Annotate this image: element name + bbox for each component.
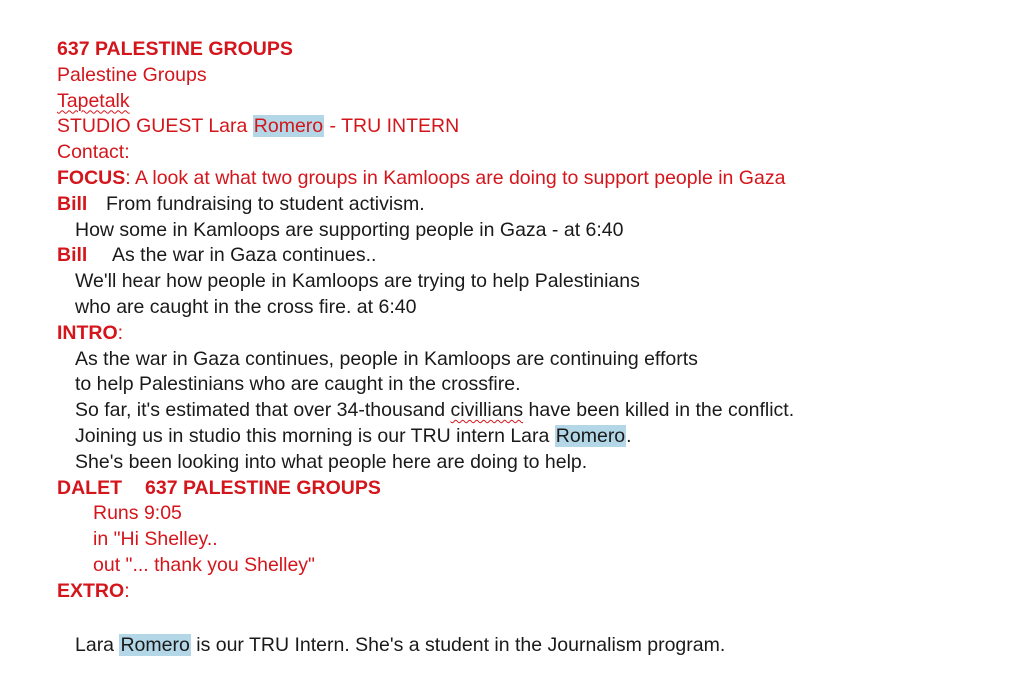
dalet-in-cue: in "Hi Shelley.. (93, 528, 218, 551)
intro-line1: As the war in Gaza continues, people in Kamloops are continuing efforts (75, 347, 698, 370)
blank-line (57, 605, 1007, 633)
intro-colon: : (117, 321, 124, 344)
intro-line3-before: So far, it's estimated that over 34-thousand (75, 399, 451, 422)
dalet-label: DALET (57, 476, 122, 499)
focus-text: : A look at what two groups in Kamloops are doing to support people in Gaza (125, 166, 786, 189)
guest-name-highlight: Romero (253, 115, 324, 138)
intro-line4-after: . (626, 424, 632, 447)
tease1-text1: From fundraising to student activism. (106, 192, 425, 215)
dalet-runs: Runs 9:05 (93, 502, 182, 525)
tease2-text1: As the war in Gaza continues.. (112, 244, 377, 267)
tease2-line1 (57, 243, 1007, 269)
intro-header (57, 321, 1007, 347)
tease1-line1 (57, 192, 1007, 218)
subtitle: Palestine Groups (57, 63, 207, 86)
intro-line4 (57, 424, 1007, 450)
tease2-speaker: Bill (57, 244, 88, 267)
misspelled-word: civillians (450, 399, 524, 422)
contact-line: Contact: (57, 141, 130, 164)
dalet-slug: 637 PALESTINE GROUPS (145, 476, 381, 499)
extro-label: EXTRO (57, 579, 125, 602)
extro-name-highlight: Romero (120, 633, 190, 656)
dalet-header (57, 476, 1007, 502)
focus-line (57, 166, 1007, 192)
extro-line1 (57, 633, 1007, 659)
intro-line5: She's been looking into what people here are doing to help. (75, 450, 588, 473)
tease1-line2: How some in Kamloops are supporting people in Gaza - at 6:40 (75, 218, 624, 241)
intro-label: INTRO (57, 321, 118, 344)
extro-line1-after: is our TRU Intern. She's a student in the Journalism program. (190, 633, 726, 656)
intro-line4-before: Joining us in studio this morning is our TRU intern Lara (75, 424, 555, 447)
slug-title: 637 PALESTINE GROUPS (57, 38, 293, 60)
studio-guest-line (57, 114, 1007, 140)
studio-guest-prefix: STUDIO GUEST Lara (57, 115, 253, 138)
extro-header (57, 579, 1007, 605)
intro-line2: to help Palestinians who are caught in the crossfire. (75, 373, 521, 396)
intro-name-highlight: Romero (555, 424, 626, 447)
script-document (57, 37, 1007, 658)
format-label: Tapetalk (57, 89, 130, 112)
format-line (57, 89, 1007, 115)
intro-line3 (57, 398, 1007, 424)
studio-guest-suffix: - TRU INTERN (324, 115, 460, 138)
extro-colon: : (124, 579, 130, 602)
tease2-line2: We'll hear how people in Kamloops are trying to help Palestinians (75, 270, 640, 293)
tease1-speaker: Bill (57, 192, 88, 215)
dalet-out-cue: out "... thank you Shelley" (93, 553, 315, 576)
intro-line3-after: have been killed in the conflict. (523, 399, 795, 422)
tease2-line3: who are caught in the cross fire. at 6:40 (75, 295, 417, 318)
extro-line1-before: Lara (75, 633, 120, 656)
focus-label: FOCUS (57, 166, 126, 189)
